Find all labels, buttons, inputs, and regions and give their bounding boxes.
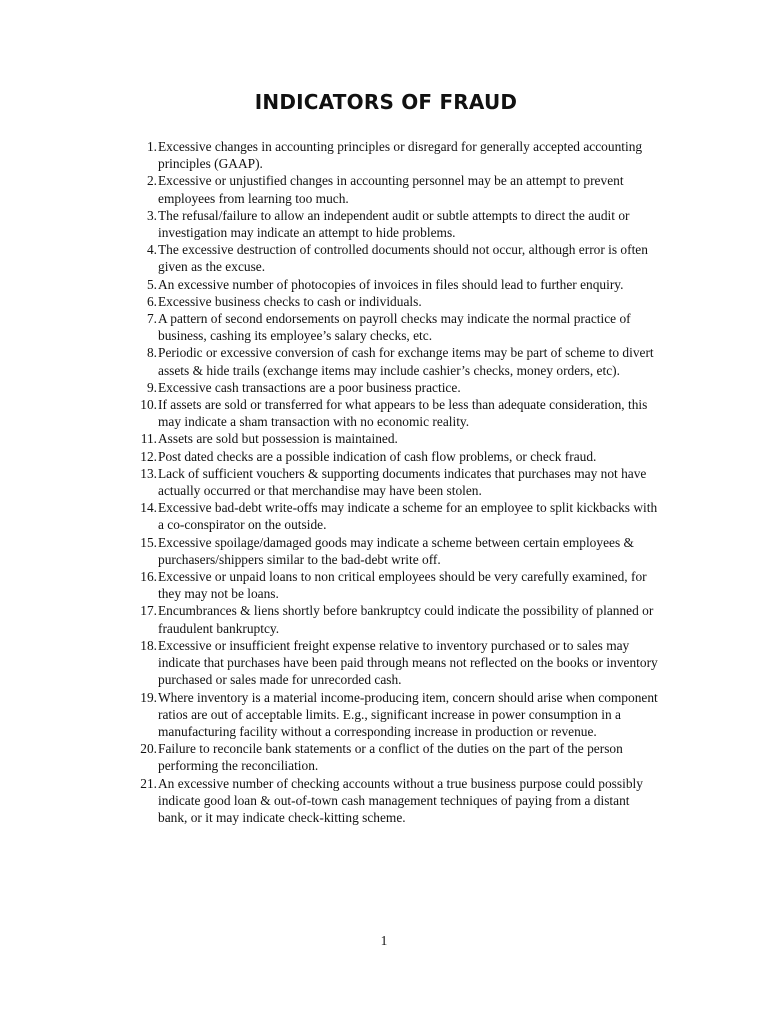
item-text: Excessive bad-debt write-offs may indicate a scheme for an employee to split kickbacks with a co-conspirator on the outside. bbox=[158, 500, 658, 533]
item-text: Excessive changes in accounting principles or disregard for generally accepted accounting principles (GAAP). bbox=[158, 139, 643, 172]
item-text: Excessive or unjustified changes in accounting personnel may be an attempt to prevent employees from learning too much. bbox=[158, 173, 624, 206]
item-text: Where inventory is a material income-producing item, concern should arise when component ratios are out of acceptable limits. E.g., significant increase in power consumption in a manufacturing facility without a corresponding increase in production or revenue. bbox=[158, 689, 658, 739]
item-text: The excessive destruction of controlled documents should not occur, although error is often given as the excuse. bbox=[158, 242, 648, 275]
list-item bbox=[118, 568, 658, 602]
item-text: Excessive or unpaid loans to non critical employees should be very carefully examined, for they may not be loans. bbox=[158, 569, 647, 602]
item-number: 13. bbox=[140, 465, 157, 481]
list-item bbox=[118, 207, 658, 241]
item-text: Excessive spoilage/damaged goods may indicate a scheme between certain employees & purchasers/shippers similar to the bad-debt write off. bbox=[158, 534, 634, 567]
list-item bbox=[118, 465, 658, 499]
list-item bbox=[118, 241, 658, 275]
item-text: An excessive number of checking accounts without a true business purpose could possibly indicate good loan & out-of-town cash management techniques of paying from a distant bank, or it may indicate check-kitting scheme. bbox=[158, 775, 643, 825]
item-number: 19. bbox=[140, 689, 157, 705]
list-item bbox=[118, 276, 658, 293]
list-item bbox=[118, 138, 658, 172]
list-item bbox=[118, 775, 658, 827]
list-item bbox=[118, 430, 658, 447]
list-item bbox=[118, 172, 658, 206]
item-text: Failure to reconcile bank statements or a conflict of the duties on the part of the person performing the reconciliation. bbox=[158, 741, 623, 774]
item-text: Assets are sold but possession is maintained. bbox=[158, 431, 398, 447]
list-item bbox=[118, 602, 658, 636]
item-text: A pattern of second endorsements on payroll checks may indicate the normal practice of business, cashing its employee’s salary checks, etc. bbox=[158, 311, 631, 344]
item-text: Lack of sufficient vouchers & supporting documents indicates that purchases may not have actually occurred or that merchandise may have been stolen. bbox=[158, 465, 647, 499]
list-item bbox=[118, 396, 658, 430]
document-title: INDICATORS OF FRAUD bbox=[254, 90, 518, 114]
item-number: 2. bbox=[146, 173, 157, 189]
item-text: Periodic or excessive conversion of cash for exchange items may be part of scheme to divert assets & hide trails (exchange items may include cashier’s checks, money orders, etc). bbox=[158, 345, 654, 378]
list-item bbox=[118, 740, 658, 774]
page-number: 1 bbox=[380, 933, 388, 948]
list-item bbox=[118, 499, 658, 533]
list-item bbox=[118, 637, 658, 689]
item-number: 4. bbox=[146, 242, 157, 258]
item-number: 10. bbox=[140, 397, 157, 413]
item-text: Post dated checks are a possible indication of cash flow problems, or check fraud. bbox=[158, 448, 597, 464]
list-item bbox=[118, 310, 658, 344]
item-number: 9. bbox=[146, 379, 157, 395]
item-text: Excessive cash transactions are a poor business practice. bbox=[158, 379, 461, 395]
fraud-indicators-list bbox=[118, 138, 658, 826]
item-number: 12. bbox=[140, 448, 157, 464]
list-item bbox=[118, 293, 658, 310]
item-number: 16. bbox=[140, 569, 157, 585]
item-number: 7. bbox=[146, 311, 157, 327]
list-item bbox=[118, 448, 658, 465]
item-number: 11. bbox=[140, 431, 157, 447]
item-text: Encumbrances & liens shortly before bankruptcy could indicate the possibility of planned or fraudulent bankruptcy. bbox=[158, 603, 654, 636]
item-number: 17. bbox=[140, 603, 157, 619]
list-item bbox=[118, 689, 658, 741]
item-number: 6. bbox=[146, 293, 157, 309]
item-number: 14. bbox=[140, 500, 157, 516]
list-item bbox=[118, 379, 658, 396]
item-number: 3. bbox=[146, 207, 157, 223]
item-text: The refusal/failure to allow an independent audit or subtle attempts to direct the audit or investigation may indicate an attempt to hide problems. bbox=[158, 207, 630, 241]
item-number: 20. bbox=[140, 741, 157, 757]
item-number: 5. bbox=[146, 276, 157, 292]
list-item bbox=[118, 534, 658, 568]
item-number: 15. bbox=[140, 534, 157, 550]
item-number: 1. bbox=[146, 139, 157, 154]
item-number: 8. bbox=[146, 345, 157, 361]
item-text: An excessive number of photocopies of invoices in files should lead to further enquiry. bbox=[158, 276, 624, 292]
item-number: 18. bbox=[140, 637, 157, 653]
item-text: Excessive or insufficient freight expense relative to inventory purchased or to sales may indicate that purchases have been paid through means not reflected on the books or inventory purchased or sales made for unrecorded cash. bbox=[158, 637, 658, 688]
item-text: Excessive business checks to cash or individuals. bbox=[158, 293, 422, 309]
list-item bbox=[118, 344, 658, 378]
item-text: If assets are sold or transferred for what appears to be less than adequate consideration, this may indicate a sham transaction with no economic reality. bbox=[158, 397, 648, 430]
item-number: 21. bbox=[140, 775, 157, 791]
